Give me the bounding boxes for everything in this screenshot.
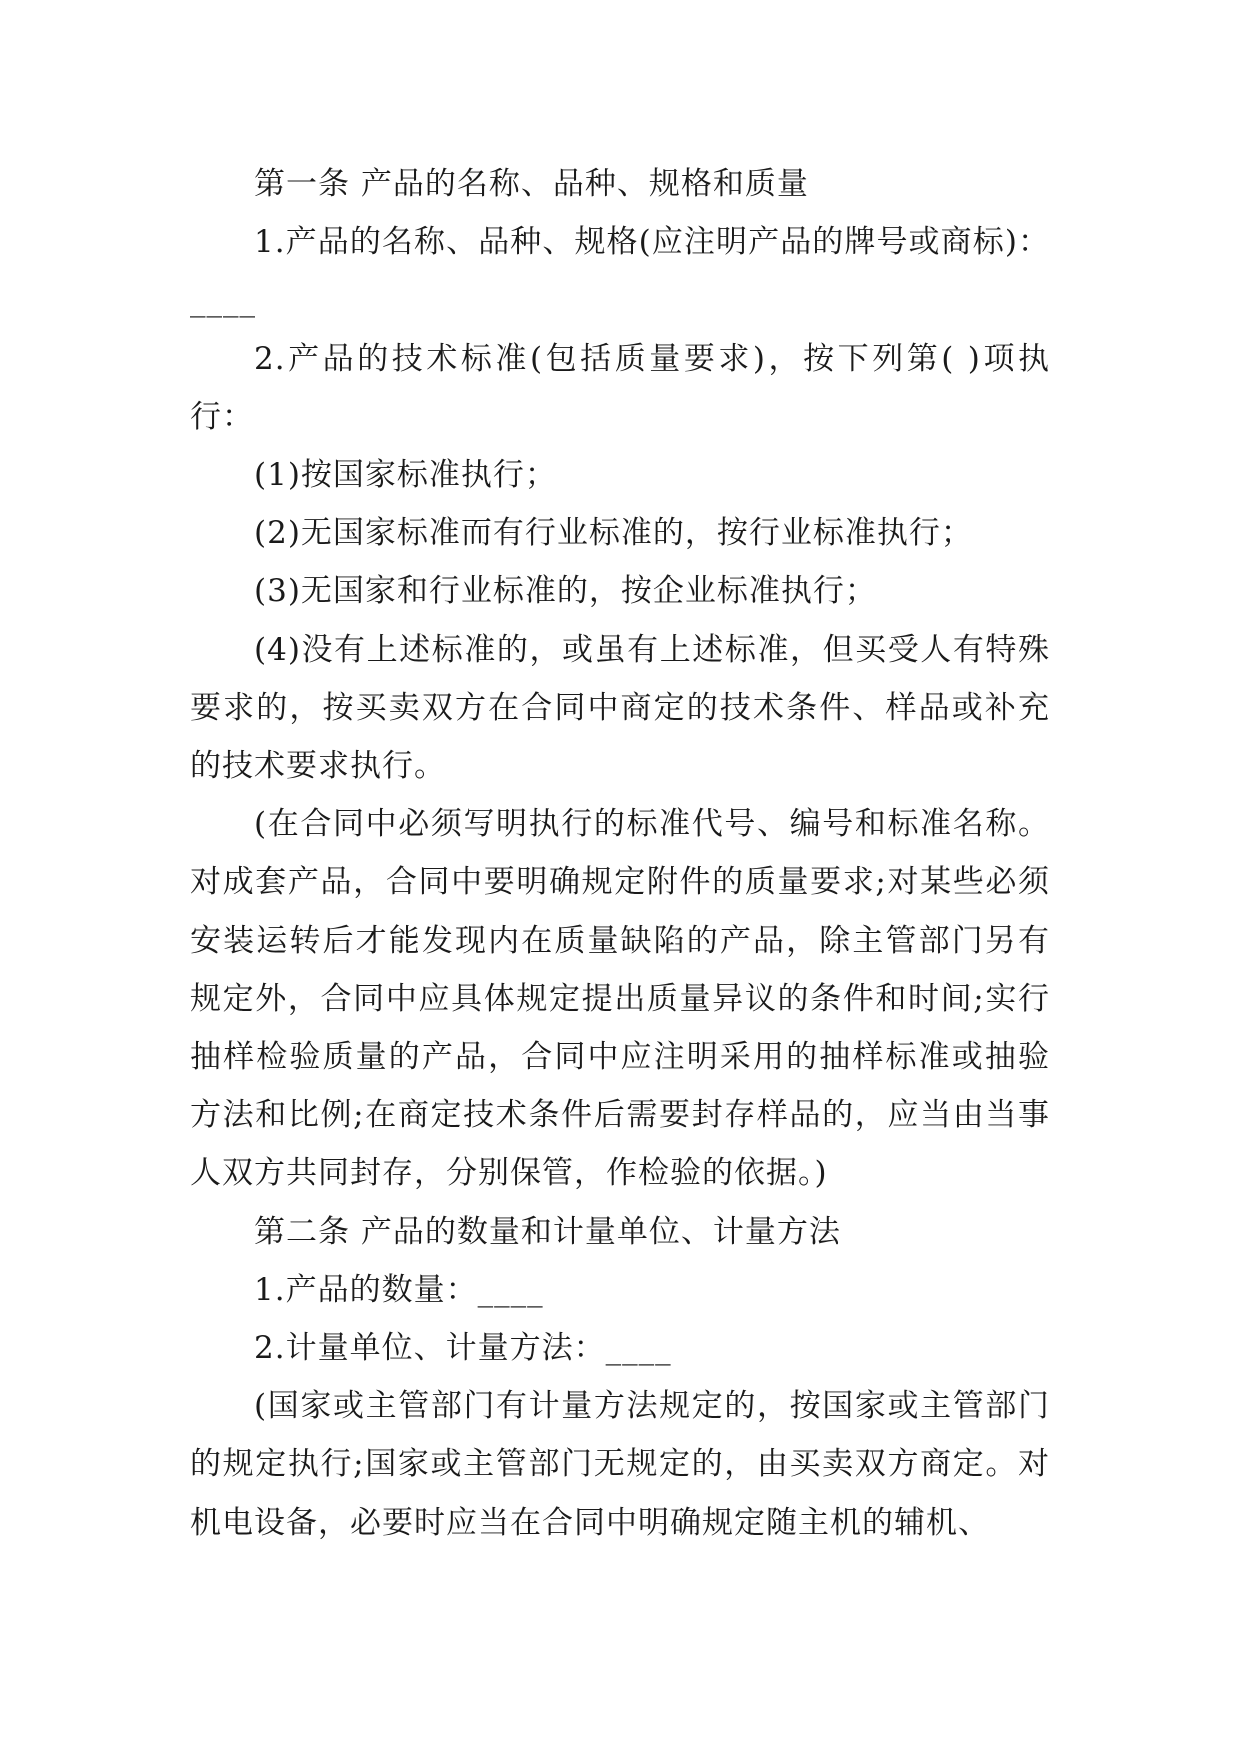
article-2-item-1: 1.产品的数量：____ (254, 1271, 544, 1308)
standard-option-3: (3)无国家和行业标准的，按企业标准执行； (254, 573, 877, 610)
article-1-item-2: 2.产品的技术标准(包括质量要求)，按下列第( )项执行： (190, 340, 1050, 435)
standard-option-2: (2)无国家标准而有行业标准的，按行业标准执行； (254, 515, 973, 552)
article-1-heading: 第一条 产品的名称、品种、规格和质量 (254, 166, 809, 202)
standard-option-1: (1)按国家标准执行； (254, 457, 557, 494)
article-2-note: (国家或主管部门有计量方法规定的，按国家或主管部门的规定执行;国家或主管部门无规定的，由买卖双方商定。对机电设备，必要时应当在合同中明确规定随主机的辅机、 (190, 1388, 1050, 1541)
article-2-item-2: 2.计量单位、计量方法：____ (254, 1330, 672, 1367)
article-1-item-1: 1.产品的名称、品种、规格(应注明产品的牌号或商标)：____ (190, 224, 1050, 319)
document-body (190, 155, 1050, 1552)
article-1-note: (在合同中必须写明执行的标准代号、编号和标准名称。对成套产品，合同中要明确规定附件的质量要求;对某些必须安装运转后才能发现内在质量缺陷的产品，除主管部门另有规定外，合同中应具体规定提出质量异议的条件和时间;实行抽样检验质量的产品，合同中应注明采用的抽样标准或抽验方法和比例;在商定技术条件后需要封存样品的，应当由当事人双方共同封存，分别保管，作检验的依据。) (190, 806, 1050, 1192)
article-2-heading: 第二条 产品的数量和计量单位、计量方法 (254, 1213, 841, 1250)
standard-option-4: (4)没有上述标准的，或虽有上述标准，但买受人有特殊要求的，按买卖双方在合同中商定的技术条件、样品或补充的技术要求执行。 (190, 631, 1050, 785)
